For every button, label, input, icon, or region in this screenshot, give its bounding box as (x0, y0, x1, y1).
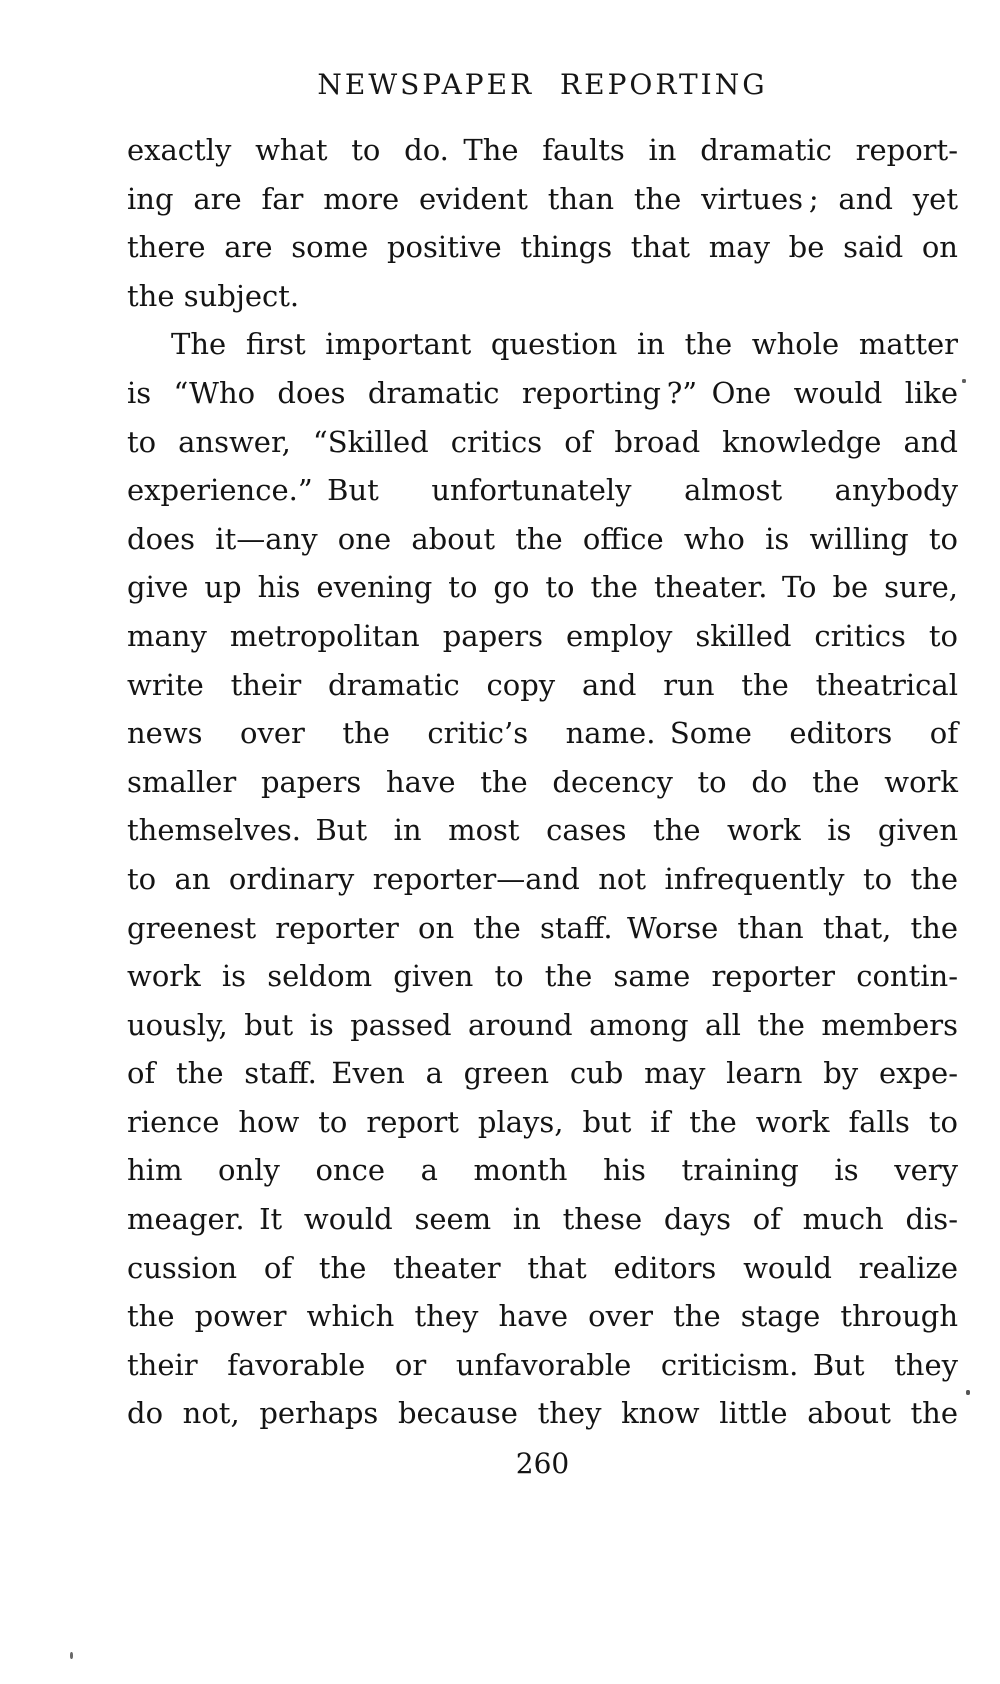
text-line: news over the critic’s name. Some editors of (127, 716, 958, 751)
text-line: rience how to report plays, but if the work falls to (127, 1104, 958, 1139)
text-line: many metropolitan papers employ skilled critics to (127, 618, 958, 653)
text-line: the subject. (127, 278, 300, 313)
text-line: to an ordinary reporter—and not infrequently to the (127, 861, 958, 896)
text-line: is “Who does dramatic reporting ?” One would like (127, 375, 958, 410)
text-line: the power which they have over the stage through (127, 1299, 958, 1334)
text-line: cussion of the theater that editors would realize (127, 1250, 958, 1285)
page-number: 260 (515, 1447, 570, 1480)
text-line: to answer, “Skilled critics of broad knowledge and (127, 424, 958, 459)
text-line: meager. It would seem in these days of much dis- (127, 1202, 958, 1237)
text-line: ing are far more evident than the virtues ; and yet (127, 181, 958, 216)
running-header: NEWSPAPER REPORTING (317, 68, 768, 101)
text-line: do not, perhaps because they know little about the (127, 1396, 958, 1431)
text-line: The first important question in the whole matter (171, 327, 958, 362)
scan-speck (962, 379, 966, 383)
text-line: does it—any one about the office who is willing to (127, 521, 958, 556)
text-line: uously, but is passed around among all the members (127, 1007, 958, 1042)
text-line: experience.” But unfortunately almost anybody (127, 473, 958, 508)
text-line: themselves. But in most cases the work is given (127, 813, 958, 848)
scan-speck (70, 1652, 73, 1659)
scan-speck (966, 1390, 970, 1395)
text-line: write their dramatic copy and run the theatrical (127, 667, 958, 702)
text-line: there are some positive things that may be said on (127, 230, 958, 265)
text-line: greenest reporter on the staff. Worse than that, the (127, 910, 958, 945)
text-line: work is seldom given to the same reporter contin- (127, 959, 958, 994)
text-line: him only once a month his training is very (127, 1153, 958, 1188)
text-line: give up his evening to go to the theater. To be sure, (127, 570, 958, 605)
text-line: exactly what to do. The faults in dramatic report- (127, 133, 958, 167)
text-line: of the staff. Even a green cub may learn by expe- (127, 1056, 958, 1091)
text-line: their favorable or unfavorable criticism. But they (127, 1347, 958, 1382)
body-text (127, 126, 958, 1438)
text-line: smaller papers have the decency to do the work (127, 764, 958, 799)
